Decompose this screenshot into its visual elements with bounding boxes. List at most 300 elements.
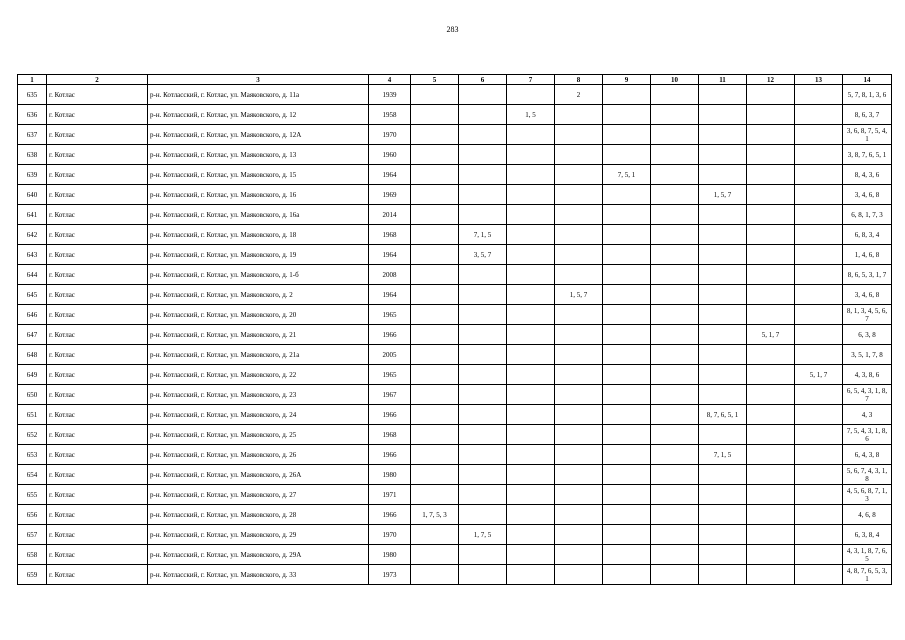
col-6-cell: [459, 405, 507, 425]
col-12-cell: [747, 265, 795, 285]
address-cell: р-н. Котласский, г. Котлас, ул. Маяковского, д. 11а: [148, 85, 369, 105]
col-13-cell: [795, 445, 843, 465]
col-12-cell: [747, 225, 795, 245]
col-11-cell: [699, 505, 747, 525]
settlement-cell: г. Котлас: [47, 425, 148, 445]
address-cell: р-н. Котласский, г. Котлас, ул. Маяковского, д. 15: [148, 165, 369, 185]
col-11-cell: [699, 385, 747, 405]
col-6-cell: [459, 505, 507, 525]
settlement-cell: г. Котлас: [47, 345, 148, 365]
col-13-cell: 5, 1, 7: [795, 365, 843, 385]
col-7-cell: [507, 405, 555, 425]
col-14-cell: 3, 4, 6, 8: [843, 285, 892, 305]
col-13-cell: [795, 125, 843, 145]
col-9-cell: [603, 85, 651, 105]
address-cell: р-н. Котласский, г. Котлас, ул. Маяковского, д. 26А: [148, 465, 369, 485]
col-10-cell: [651, 525, 699, 545]
col-12-cell: 5, 1, 7: [747, 325, 795, 345]
col-10-cell: [651, 125, 699, 145]
col-12-cell: [747, 525, 795, 545]
col-8-cell: [555, 225, 603, 245]
col-9-cell: [603, 105, 651, 125]
address-cell: р-н. Котласский, г. Котлас, ул. Маяковского, д. 28: [148, 505, 369, 525]
col-13-cell: [795, 545, 843, 565]
col-9-cell: [603, 485, 651, 505]
table-row: [18, 225, 892, 245]
col-6-cell: [459, 205, 507, 225]
col-14-cell: 3, 5, 1, 7, 8: [843, 345, 892, 365]
col-13-cell: [795, 145, 843, 165]
row-number-cell: 658: [18, 545, 47, 565]
col-6-cell: [459, 565, 507, 585]
col-7-cell: [507, 145, 555, 165]
row-number-cell: 656: [18, 505, 47, 525]
col-5-cell: [411, 305, 459, 325]
col-11-cell: 8, 7, 6, 5, 1: [699, 405, 747, 425]
settlement-cell: г. Котлас: [47, 285, 148, 305]
row-number-cell: 643: [18, 245, 47, 265]
col-13-cell: [795, 245, 843, 265]
col-9-cell: [603, 205, 651, 225]
row-number-cell: 655: [18, 485, 47, 505]
address-cell: р-н. Котласский, г. Котлас, ул. Маяковского, д. 1-б: [148, 265, 369, 285]
year-cell: 1966: [369, 405, 411, 425]
col-6-cell: [459, 265, 507, 285]
column-header: 10: [651, 75, 699, 85]
col-9-cell: [603, 425, 651, 445]
col-8-cell: [555, 465, 603, 485]
row-number-cell: 650: [18, 385, 47, 405]
settlement-cell: г. Котлас: [47, 505, 148, 525]
col-5-cell: [411, 545, 459, 565]
address-cell: р-н. Котласский, г. Котлас, ул. Маяковского, д. 29: [148, 525, 369, 545]
col-11-cell: 1, 5, 7: [699, 185, 747, 205]
year-cell: 2005: [369, 345, 411, 365]
col-11-cell: [699, 485, 747, 505]
col-6-cell: [459, 365, 507, 385]
col-9-cell: [603, 265, 651, 285]
col-11-cell: [699, 165, 747, 185]
column-header: 7: [507, 75, 555, 85]
col-7-cell: [507, 485, 555, 505]
settlement-cell: г. Котлас: [47, 185, 148, 205]
col-6-cell: [459, 285, 507, 305]
col-7-cell: [507, 465, 555, 485]
col-11-cell: [699, 565, 747, 585]
col-5-cell: [411, 365, 459, 385]
col-10-cell: [651, 245, 699, 265]
col-8-cell: [555, 365, 603, 385]
table-row: [18, 345, 892, 365]
col-7-cell: [507, 345, 555, 365]
settlement-cell: г. Котлас: [47, 105, 148, 125]
col-14-cell: 8, 6, 5, 3, 1, 7: [843, 265, 892, 285]
table-row: [18, 325, 892, 345]
col-10-cell: [651, 185, 699, 205]
col-14-cell: 6, 4, 3, 8: [843, 445, 892, 465]
col-6-cell: 1, 7, 5: [459, 525, 507, 545]
year-cell: 2014: [369, 205, 411, 225]
col-14-cell: 6, 8, 1, 7, 3: [843, 205, 892, 225]
col-7-cell: [507, 185, 555, 205]
settlement-cell: г. Котлас: [47, 85, 148, 105]
col-9-cell: 7, 5, 1: [603, 165, 651, 185]
year-cell: 1973: [369, 565, 411, 585]
col-9-cell: [603, 245, 651, 265]
col-12-cell: [747, 345, 795, 365]
col-10-cell: [651, 145, 699, 165]
col-11-cell: [699, 105, 747, 125]
row-number-cell: 649: [18, 365, 47, 385]
year-cell: 1980: [369, 545, 411, 565]
address-cell: р-н. Котласский, г. Котлас, ул. Маяковского, д. 21: [148, 325, 369, 345]
col-7-cell: 1, 5: [507, 105, 555, 125]
col-6-cell: 7, 1, 5: [459, 225, 507, 245]
col-13-cell: [795, 385, 843, 405]
year-cell: 1966: [369, 325, 411, 345]
row-number-cell: 647: [18, 325, 47, 345]
col-7-cell: [507, 205, 555, 225]
col-8-cell: [555, 385, 603, 405]
col-6-cell: [459, 305, 507, 325]
col-12-cell: [747, 245, 795, 265]
col-9-cell: [603, 465, 651, 485]
col-14-cell: 4, 3: [843, 405, 892, 425]
col-7-cell: [507, 85, 555, 105]
col-12-cell: [747, 505, 795, 525]
address-cell: р-н. Котласский, г. Котлас, ул. Маяковского, д. 25: [148, 425, 369, 445]
table-row: [18, 85, 892, 105]
col-13-cell: [795, 485, 843, 505]
col-7-cell: [507, 125, 555, 145]
col-9-cell: [603, 505, 651, 525]
column-header: 2: [47, 75, 148, 85]
column-header: 4: [369, 75, 411, 85]
settlement-cell: г. Котлас: [47, 245, 148, 265]
col-6-cell: [459, 425, 507, 445]
col-6-cell: [459, 145, 507, 165]
col-11-cell: [699, 245, 747, 265]
col-11-cell: [699, 525, 747, 545]
col-7-cell: [507, 305, 555, 325]
col-9-cell: [603, 445, 651, 465]
year-cell: 1967: [369, 385, 411, 405]
col-6-cell: [459, 345, 507, 365]
col-5-cell: [411, 265, 459, 285]
col-8-cell: [555, 425, 603, 445]
col-6-cell: [459, 545, 507, 565]
col-14-cell: 6, 3, 8, 4: [843, 525, 892, 545]
col-7-cell: [507, 245, 555, 265]
col-6-cell: [459, 125, 507, 145]
col-8-cell: [555, 485, 603, 505]
settlement-cell: г. Котлас: [47, 165, 148, 185]
settlement-cell: г. Котлас: [47, 465, 148, 485]
row-number-cell: 640: [18, 185, 47, 205]
col-10-cell: [651, 105, 699, 125]
settlement-cell: г. Котлас: [47, 145, 148, 165]
col-11-cell: [699, 85, 747, 105]
settlement-cell: г. Котлас: [47, 545, 148, 565]
settlement-cell: г. Котлас: [47, 305, 148, 325]
col-6-cell: [459, 385, 507, 405]
col-7-cell: [507, 225, 555, 245]
table-row: [18, 425, 892, 445]
column-header: 1: [18, 75, 47, 85]
col-11-cell: [699, 305, 747, 325]
col-5-cell: [411, 225, 459, 245]
address-cell: р-н. Котласский, г. Котлас, ул. Маяковского, д. 12А: [148, 125, 369, 145]
address-cell: р-н. Котласский, г. Котлас, ул. Маяковского, д. 18: [148, 225, 369, 245]
address-cell: р-н. Котласский, г. Котлас, ул. Маяковского, д. 16а: [148, 205, 369, 225]
col-9-cell: [603, 385, 651, 405]
col-5-cell: [411, 185, 459, 205]
table-row: [18, 445, 892, 465]
col-14-cell: 4, 6, 8: [843, 505, 892, 525]
col-13-cell: [795, 225, 843, 245]
table-row: [18, 165, 892, 185]
col-8-cell: [555, 505, 603, 525]
address-cell: р-н. Котласский, г. Котлас, ул. Маяковского, д. 20: [148, 305, 369, 325]
col-5-cell: [411, 345, 459, 365]
col-10-cell: [651, 285, 699, 305]
col-8-cell: [555, 325, 603, 345]
address-cell: р-н. Котласский, г. Котлас, ул. Маяковского, д. 16: [148, 185, 369, 205]
col-14-cell: 4, 3, 1, 8, 7, 6, 5: [843, 545, 892, 565]
col-8-cell: [555, 345, 603, 365]
row-number-cell: 651: [18, 405, 47, 425]
column-header: 5: [411, 75, 459, 85]
column-header: 3: [148, 75, 369, 85]
col-5-cell: [411, 325, 459, 345]
col-5-cell: [411, 105, 459, 125]
col-6-cell: [459, 85, 507, 105]
year-cell: 1939: [369, 85, 411, 105]
year-cell: 1971: [369, 485, 411, 505]
settlement-cell: г. Котлас: [47, 125, 148, 145]
col-5-cell: [411, 125, 459, 145]
year-cell: 1968: [369, 425, 411, 445]
col-9-cell: [603, 565, 651, 585]
address-cell: р-н. Котласский, г. Котлас, ул. Маяковского, д. 29А: [148, 545, 369, 565]
year-cell: 1964: [369, 165, 411, 185]
settlement-cell: г. Котлас: [47, 565, 148, 585]
table-row: [18, 545, 892, 565]
table-row: [18, 185, 892, 205]
year-cell: 1965: [369, 365, 411, 385]
row-number-cell: 639: [18, 165, 47, 185]
col-13-cell: [795, 325, 843, 345]
col-10-cell: [651, 385, 699, 405]
col-11-cell: [699, 265, 747, 285]
col-11-cell: [699, 545, 747, 565]
col-5-cell: [411, 285, 459, 305]
address-cell: р-н. Котласский, г. Котлас, ул. Маяковского, д. 33: [148, 565, 369, 585]
col-8-cell: [555, 525, 603, 545]
year-cell: 1970: [369, 125, 411, 145]
row-number-cell: 648: [18, 345, 47, 365]
col-5-cell: [411, 165, 459, 185]
table-row: [18, 265, 892, 285]
table-row: [18, 365, 892, 385]
table-row: [18, 145, 892, 165]
col-11-cell: 7, 1, 5: [699, 445, 747, 465]
col-14-cell: 8, 1, 3, 4, 5, 6, 7: [843, 305, 892, 325]
col-6-cell: [459, 105, 507, 125]
col-9-cell: [603, 405, 651, 425]
table-row: [18, 485, 892, 505]
address-cell: р-н. Котласский, г. Котлас, ул. Маяковского, д. 12: [148, 105, 369, 125]
col-7-cell: [507, 445, 555, 465]
col-11-cell: [699, 345, 747, 365]
col-8-cell: [555, 245, 603, 265]
col-6-cell: [459, 465, 507, 485]
address-cell: р-н. Котласский, г. Котлас, ул. Маяковского, д. 19: [148, 245, 369, 265]
col-6-cell: [459, 165, 507, 185]
year-cell: 1970: [369, 525, 411, 545]
col-10-cell: [651, 445, 699, 465]
table-row: [18, 305, 892, 325]
col-11-cell: [699, 365, 747, 385]
row-number-cell: 645: [18, 285, 47, 305]
col-9-cell: [603, 185, 651, 205]
column-header: 13: [795, 75, 843, 85]
row-number-cell: 654: [18, 465, 47, 485]
col-10-cell: [651, 465, 699, 485]
col-11-cell: [699, 145, 747, 165]
table-row: [18, 525, 892, 545]
table-row: [18, 205, 892, 225]
col-13-cell: [795, 565, 843, 585]
col-12-cell: [747, 465, 795, 485]
col-12-cell: [747, 285, 795, 305]
col-13-cell: [795, 305, 843, 325]
year-cell: 1969: [369, 185, 411, 205]
col-6-cell: [459, 485, 507, 505]
col-7-cell: [507, 525, 555, 545]
settlement-cell: г. Котлас: [47, 385, 148, 405]
col-14-cell: 8, 4, 3, 6: [843, 165, 892, 185]
col-14-cell: 1, 4, 6, 8: [843, 245, 892, 265]
address-cell: р-н. Котласский, г. Котлас, ул. Маяковского, д. 22: [148, 365, 369, 385]
settlement-cell: г. Котлас: [47, 525, 148, 545]
table-row: [18, 385, 892, 405]
col-8-cell: [555, 565, 603, 585]
row-number-cell: 636: [18, 105, 47, 125]
year-cell: 2008: [369, 265, 411, 285]
col-5-cell: [411, 525, 459, 545]
col-10-cell: [651, 545, 699, 565]
col-8-cell: [555, 265, 603, 285]
col-14-cell: 6, 3, 8: [843, 325, 892, 345]
col-8-cell: [555, 105, 603, 125]
col-8-cell: [555, 145, 603, 165]
col-14-cell: 8, 6, 3, 7: [843, 105, 892, 125]
year-cell: 1980: [369, 465, 411, 485]
col-9-cell: [603, 325, 651, 345]
col-10-cell: [651, 325, 699, 345]
col-8-cell: [555, 305, 603, 325]
col-9-cell: [603, 285, 651, 305]
col-14-cell: 3, 8, 7, 6, 5, 1: [843, 145, 892, 165]
col-12-cell: [747, 565, 795, 585]
col-5-cell: [411, 565, 459, 585]
col-10-cell: [651, 405, 699, 425]
col-7-cell: [507, 285, 555, 305]
settlement-cell: г. Котлас: [47, 405, 148, 425]
col-10-cell: [651, 305, 699, 325]
address-cell: р-н. Котласский, г. Котлас, ул. Маяковского, д. 23: [148, 385, 369, 405]
col-11-cell: [699, 465, 747, 485]
col-9-cell: [603, 525, 651, 545]
col-12-cell: [747, 205, 795, 225]
col-8-cell: 1, 5, 7: [555, 285, 603, 305]
col-9-cell: [603, 145, 651, 165]
col-8-cell: [555, 165, 603, 185]
col-13-cell: [795, 525, 843, 545]
row-number-cell: 653: [18, 445, 47, 465]
settlement-cell: г. Котлас: [47, 325, 148, 345]
col-5-cell: 1, 7, 5, 3: [411, 505, 459, 525]
column-header: 12: [747, 75, 795, 85]
col-12-cell: [747, 405, 795, 425]
col-5-cell: [411, 245, 459, 265]
col-12-cell: [747, 445, 795, 465]
col-12-cell: [747, 545, 795, 565]
col-8-cell: [555, 445, 603, 465]
col-5-cell: [411, 485, 459, 505]
table-row: [18, 405, 892, 425]
row-number-cell: 638: [18, 145, 47, 165]
col-14-cell: 6, 5, 4, 3, 1, 8, 7: [843, 385, 892, 405]
table-row: [18, 125, 892, 145]
settlement-cell: г. Котлас: [47, 365, 148, 385]
col-6-cell: [459, 185, 507, 205]
row-number-cell: 635: [18, 85, 47, 105]
address-cell: р-н. Котласский, г. Котлас, ул. Маяковского, д. 2: [148, 285, 369, 305]
col-9-cell: [603, 125, 651, 145]
year-cell: 1958: [369, 105, 411, 125]
col-13-cell: [795, 425, 843, 445]
col-14-cell: 4, 5, 6, 8, 7, 1, 3: [843, 485, 892, 505]
col-11-cell: [699, 125, 747, 145]
row-number-cell: 642: [18, 225, 47, 245]
col-5-cell: [411, 425, 459, 445]
col-7-cell: [507, 565, 555, 585]
col-14-cell: 5, 6, 7, 4, 3, 1, 8: [843, 465, 892, 485]
col-7-cell: [507, 165, 555, 185]
settlement-cell: г. Котлас: [47, 445, 148, 465]
col-13-cell: [795, 165, 843, 185]
table-row: [18, 245, 892, 265]
col-12-cell: [747, 385, 795, 405]
col-11-cell: [699, 285, 747, 305]
col-5-cell: [411, 385, 459, 405]
year-cell: 1964: [369, 285, 411, 305]
col-8-cell: [555, 405, 603, 425]
col-5-cell: [411, 405, 459, 425]
col-14-cell: 7, 5, 4, 3, 1, 8, 6: [843, 425, 892, 445]
year-cell: 1966: [369, 505, 411, 525]
col-13-cell: [795, 265, 843, 285]
column-header: 14: [843, 75, 892, 85]
col-14-cell: 6, 8, 3, 4: [843, 225, 892, 245]
col-8-cell: 2: [555, 85, 603, 105]
row-number-cell: 659: [18, 565, 47, 585]
col-12-cell: [747, 185, 795, 205]
col-11-cell: [699, 205, 747, 225]
row-number-cell: 657: [18, 525, 47, 545]
